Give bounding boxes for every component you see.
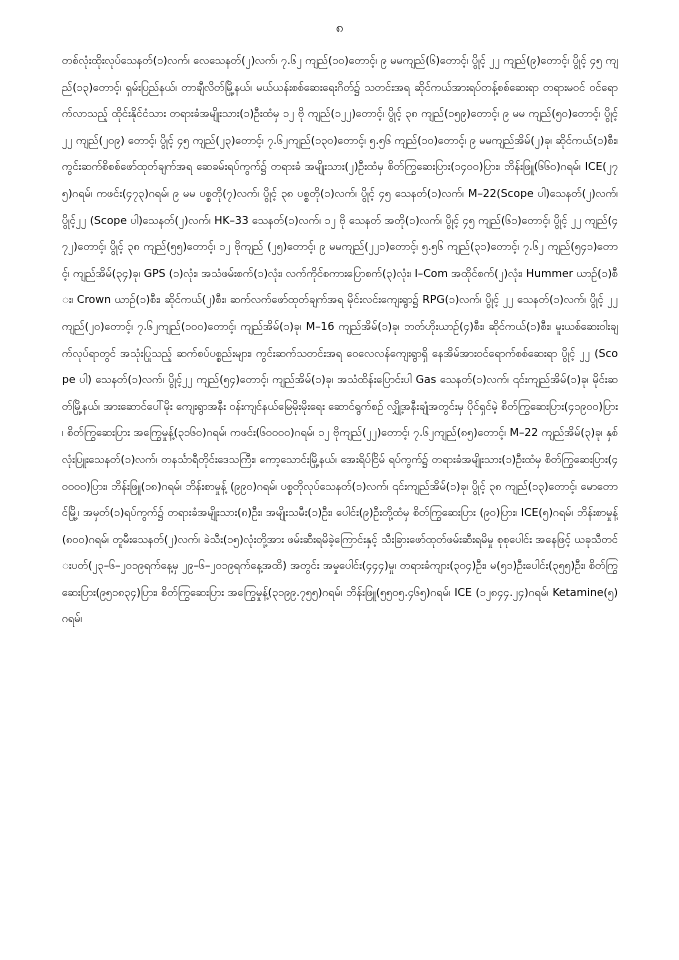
page-number: ၈ [335,21,344,36]
body-paragraph: တစ်လုံးထိုးလုပ်သေနတ်(၁)လက်၊ လေသေနတ်(၂)လက်၊ ၇.၆၂ ကျည်(၁၀)တောင့်၊ ၉ မမကျည်(၆)တောင့်၊ ပွိုင့် ၂၂ ကျည်(၉)တောင့်၊ ပွိုင့် ၄၅ ကျည်(၁၃)တောင့်၊ ရှမ်းပြည်နယ်၊ တာချီလိတ်မြို့နယ်၊ မယ်ယန်းစစ်ဆေးရေးဂိတ်၌ သတင်းအရ ဆိုင်ကယ်အားရပ်တန့်စစ်ဆေးရာ တရားမဝင် ဝင်ရောက်လာသည့် ထိုင်းနိုင်ငံသား တရားခံအမျိုးသား(၁)ဦးထံမှ ၁၂ ဗို ကျည်(၁၂၂)တောင့်၊ ပွိုင့် ၃၈ ကျည်(၁၅၉)တောင့်၊ ၉ မမ ကျည်(၅၀)တောင့်၊ ပွိုင့် ၂၂ ကျည်(၂၀၉) တောင့်၊ ပွိုင့် ၄၅ ကျည်(၂၃)တောင့်၊ ၇.၆၂ကျည်(၁၃၀)တောင့်၊ ၅.၅၆ ကျည်(၁၀)တောင့်၊ ၉ မမကျည်အိမ်(၂)ခု၊ ဆိုင်ကယ်(၁)စီး၊ ကွင်းဆက်စိစစ်ဖော်ထုတ်ချက်အရ ဆေခမ်းရပ်ကွက်၌ တရားခံ အမျိုးသား(၂)ဦးထံမှ စိတ်ကြွဆေးပြား(၁၄၀၀)ပြား၊ ဘိန်းဖြူ(၆၆၀)ဂရမ်၊ ICE(၂၇၅)ဂရမ်၊ ကဖင်း(၄၇၃)ဂရမ်၊ ၉ မမ ပစ္စတို(၇)လက်၊ ပွိုင့် ၃၈ ပစ္စတို(၁)လက်၊ ပွိုင့် ၄၅ သေနတ်(၁)လက်၊ M–22(Scope ပါ)သေနတ်(၂)လက်၊ ပွိုင့်၂၂ (Scope ပါ)သေနတ်(၂)လက်၊ HK–33 သေနတ်(၁)လက်၊ ၁၂ ဗို သေနတ် အတို(၁)လက်၊ ပွိုင့် ၄၅ ကျည်(၆၁)တောင့်၊ ပွိုင့် ၂၂ ကျည်(၄၇၂)တောင့်၊ ပွိုင့် ၃၈ ကျည်(၅၅)တောင့်၊ ၁၂ ဗိုကျည် (၂၅)တောင့်၊ ၉ မမကျည်(၂၂၁)တောင့်၊ ၅.၅၆ ကျည်(၃၁)တောင့်၊ ၇.၆၂ ကျည်(၅၄၁)တောင့်၊ ကျည်အိမ်(၃၄)ခု၊ GPS (၁)လုံး၊ အသံဖမ်းစက်(၁)လုံး၊ လက်ကိုင်စကားပြောစက်(၃)လုံး၊ I–Com အထိုင်စက်(၂)လုံး၊ Hummer ယာဉ်(၁)စီး၊ Crown ယာဉ်(၁)စီး၊ ဆိုင်ကယ်(၂)စီး၊ ဆက်လက်ဖော်ထုတ်ချက်အရ မိုင်းလင်းကျေးရွာ၌ RPG(၁)လက်၊ ပွိုင့် ၂၂ သေနတ်(၁)လက်၊ ပွိုင့် ၂၂ ကျည်(၂၀)တောင့်၊ ၇.၆၂ကျည်(၁၀၀)တောင့်၊ ကျည်အိမ်(၁)ခု၊ M–16 ကျည်အိမ်(၁)ခု၊ ဘတ်ဟိုးယာဉ်(၄)စီး၊ ဆိုင်ကယ်(၁)စီး၊ မူးယစ်ဆေးဝါးချက်လုပ်ရာတွင် အသုံးပြုသည့် ဆက်စပ်ပစ္စည်းများ၊ ကွင်းဆက်သတင်းအရ ဝေလေလန်ကျေးရွာရှိ နေအိမ်အားဝင်ရောက်စစ်ဆေးရာ ပွိုင့် ၂၂ (Scope ပါ) သေနတ်(၁)လက်၊ ပွိုင့်၂၂ ကျည်(၅၄)တောင့်၊ ကျည်အိမ်(၁)ခု၊ အသံထိန်းပြောင်းပါ Gas သေနတ်(၁)လက်၊ ၎င်းကျည်အိမ်(၁)ခု၊ မိုင်းဆတ်မြို့နယ်၊ အားဆောင်ပေါ်မိုး ကျေးရွာအနီး ဝန်းကျင်နယ်မြေမိုးမိုးရေး ဆောင်ရွက်စဉ် လျှို့အနီးချုံအတွင်းမှ ပိုင်ရှင်မဲ့ စိတ်ကြွဆေးပြား(၄၁၉၀၀)ပြား၊ စိတ်ကြွဆေးပြား အကြွေမှုန့်(၃၁၆၀)ဂရမ်၊ ကဖင်း(၆၀၀၀၀)ဂရမ်၊ ၁၂ ဗိုကျည်(၂၂)တောင့်၊ ၇.၆၂ကျည်(၈၅)တောင့်၊ M–22 ကျည်အိမ်(၃)ခု၊ နှစ်လုံးပြူးသေနတ်(၁)လက်၊ တနင်္သာရီတိုင်းဒေသကြီး၊ ကော့သောင်းမြို့နယ်၊ အေးရိပ်ငြိမ် ရပ်ကွက်၌ တရားခံအမျိုးသား(၁)ဦးထံမှ စိတ်ကြွဆေးပြား(၄၀၀၀၀)ပြား၊ ဘိန်းဖြူ(၁၈)ဂရမ်၊ ဘိန်းစာမှုန့် (၉၉၀)ဂရမ်၊ ပစ္စတိုလုပ်သေနတ်(၁)လက်၊ ၎င်းကျည်အိမ်(၁)ခု၊ ပွိုင့် ၃၈ ကျည်(၁၃)တောင့်၊ မောတောင်မြို့၊ အမှတ်(၁)ရပ်ကွက်၌ တရားခံအမျိုးသား(၈)ဦး၊ အမျိုးသမီး(၁)ဦး၊ ပေါင်း(၉)ဦးတို့ထံမှ စိတ်ကြွဆေးပြား (၉၀)ပြား၊ ICE(၅)ဂရမ်၊ ဘိန်းစာမှုန့်(၈၀၀)ဂရမ်၊ တူမီးသေနတ်(၂)လက်၊ ခဲသီး(၁၅)လုံးတို့အား ဖမ်းဆီးရမိခဲ့ကြောင်းနှင့် သီးခြားဖော်ထုတ်ဖမ်းဆီးရမိမှု စုစုပေါင်း အနေဖြင့် ယခုသီတင်းပတ်(၂၃–၆–၂၀၁၉ရက်နေ့မှ ၂၉–၆–၂၀၁၉ရက်နေ့အထိ) အတွင်း အမှုပေါင်း(၄၄၄)မှု၊ တရားခံကျား(၃၀၄)ဦး၊ မ(၅၁)ဦးပေါင်း(၃၅၅)ဦး၊ စိတ်ကြွဆေးပြား(၉၅၁၈၃၄)ပြား၊ စိတ်ကြွဆေးပြား အကြွေမှုန့်(၃၁၉၉.၇၅၅)ဂရမ်၊ ဘိန်းဖြူ(၅၅၀၅.၄၆၅)ဂရမ်၊ ICE (၁၂၈၄၄.၂၄)ဂရမ်၊ Ketamine(၅)ဂရမ်၊ [62,54,618,626]
